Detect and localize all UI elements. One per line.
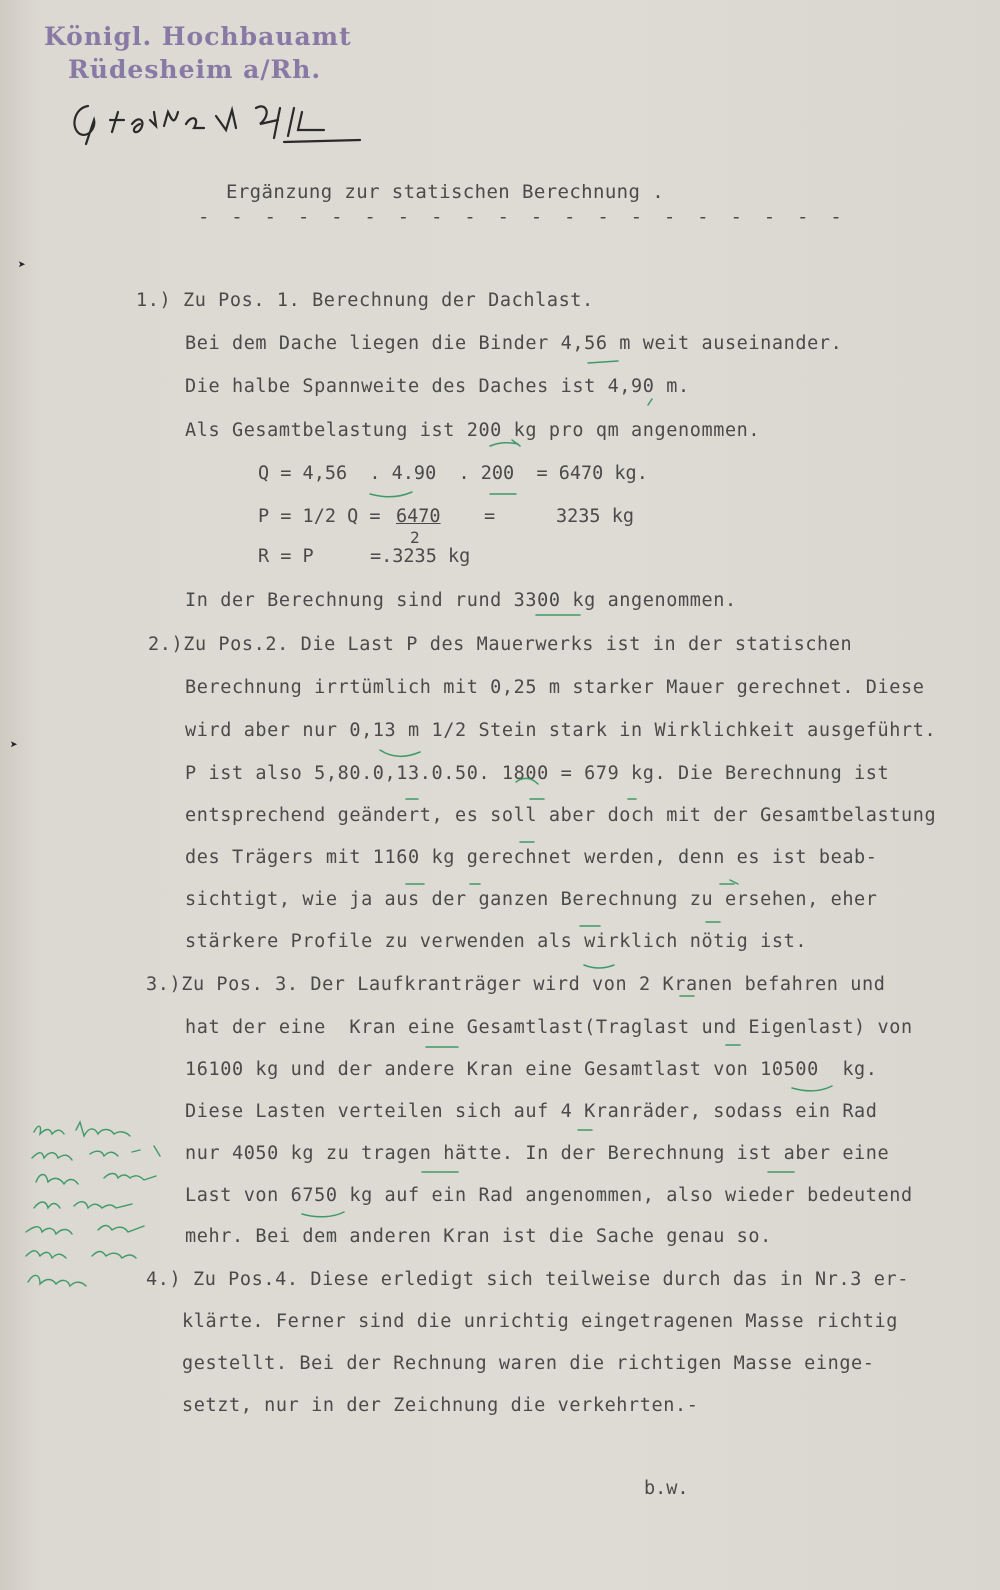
item3-line-7: mehr. Bei dem anderen Kran ist die Sache genau so.: [185, 1226, 772, 1247]
item4-line-3: gestellt. Bei der Rechnung waren die richtigen Masse einge-: [182, 1353, 875, 1374]
item3-line-4: Diese Lasten verteilen sich auf 4 Kranräder, sodass ein Rad: [185, 1101, 878, 1122]
formula-p-numerator: 6470: [396, 506, 441, 527]
continuation-mark: b.w.: [644, 1478, 689, 1499]
item1-line-4: Als Gesamtbelastung ist 200 kg pro qm angenommen.: [185, 420, 761, 441]
item3-line-2: hat der eine Kran eine Gesamtlast(Traglast und Eigenlast) von: [185, 1017, 913, 1038]
item3-line-3: 16100 kg und der andere Kran eine Gesamtlast von 10500 kg.: [185, 1059, 878, 1080]
title-underline: - - - - - - - - - - - - - - - - - - - -: [198, 206, 847, 228]
edge-mark-2: ➤: [10, 738, 18, 753]
item4-line-1: 4.) Zu Pos.4. Diese erledigt sich teilweise durch das in Nr.3 er-: [146, 1269, 909, 1290]
formula-r-lhs: R = P: [258, 546, 314, 567]
formula-p-lhs: P = 1/2 Q =: [258, 506, 381, 527]
stamp-line-2: Rüdesheim a/Rh.: [68, 55, 322, 84]
item1-line-3: Die halbe Spannweite des Daches ist 4,90 m.: [185, 376, 690, 397]
item2-line-3: wird aber nur 0,13 m 1/2 Stein stark in Wirklichkeit ausgeführt.: [185, 720, 937, 741]
office-stamp: [44, 22, 352, 84]
handwritten-margin-note: [14, 1118, 186, 1293]
edge-mark-1: ➤: [18, 258, 26, 273]
item2-line-5: entsprechend geändert, es soll aber doch mit der Gesamtbelastung: [185, 805, 937, 826]
item3-line-1: 3.)Zu Pos. 3. Der Laufkranträger wird von 2 Kranen befahren und: [146, 974, 886, 995]
item2-line-2: Berechnung irrtümlich mit 0,25 m starker Mauer gerechnet. Diese: [185, 677, 925, 698]
item3-line-6: Last von 6750 kg auf ein Rad angenommen, also wieder bedeutend: [185, 1185, 913, 1206]
formula-q: Q = 4,56 . 4.90 . 200 = 6470 kg.: [258, 463, 648, 484]
item3-line-5: nur 4050 kg zu tragen hätte. In der Berechnung ist aber eine: [185, 1143, 890, 1164]
item2-line-1: 2.)Zu Pos.2. Die Last P des Mauerwerks ist in der statischen: [148, 634, 853, 655]
formula-p-result: 3235 kg: [556, 506, 634, 527]
item1-line-2: Bei dem Dache liegen die Binder 4,56 m weit auseinander.: [185, 333, 843, 354]
document-title: Ergänzung zur statischen Berechnung .: [226, 181, 665, 203]
item1-heading: 1.) Zu Pos. 1. Berechnung der Dachlast.: [136, 290, 594, 311]
item2-line-6: des Trägers mit 1160 kg gerechnet werden, denn es ist beab-: [185, 847, 878, 868]
formula-r-result: =.3235 kg: [370, 546, 471, 567]
item2-line-7: sichtigt, wie ja aus der ganzen Berechnung zu ersehen, eher: [185, 889, 878, 910]
item4-line-4: setzt, nur in der Zeichnung die verkehrten.-: [182, 1395, 699, 1416]
item2-line-4: P ist also 5,80.0,13.0.50. 1800 = 679 kg. Die Berechnung ist: [185, 763, 890, 784]
formula-p-denominator: 2: [410, 528, 420, 547]
formula-p-equals: =: [484, 506, 496, 527]
item2-line-8: stärkere Profile zu verwenden als wirklich nötig ist.: [185, 931, 808, 952]
stamp-line-1: Königl. Hochbauamt: [44, 22, 352, 51]
item4-line-2: klärte. Ferner sind die unrichtig eingetragenen Masse richtig: [182, 1311, 899, 1332]
handwritten-reference-signature: [66, 98, 366, 150]
item1-line-5: In der Berechnung sind rund 3300 kg angenommen.: [185, 590, 737, 611]
